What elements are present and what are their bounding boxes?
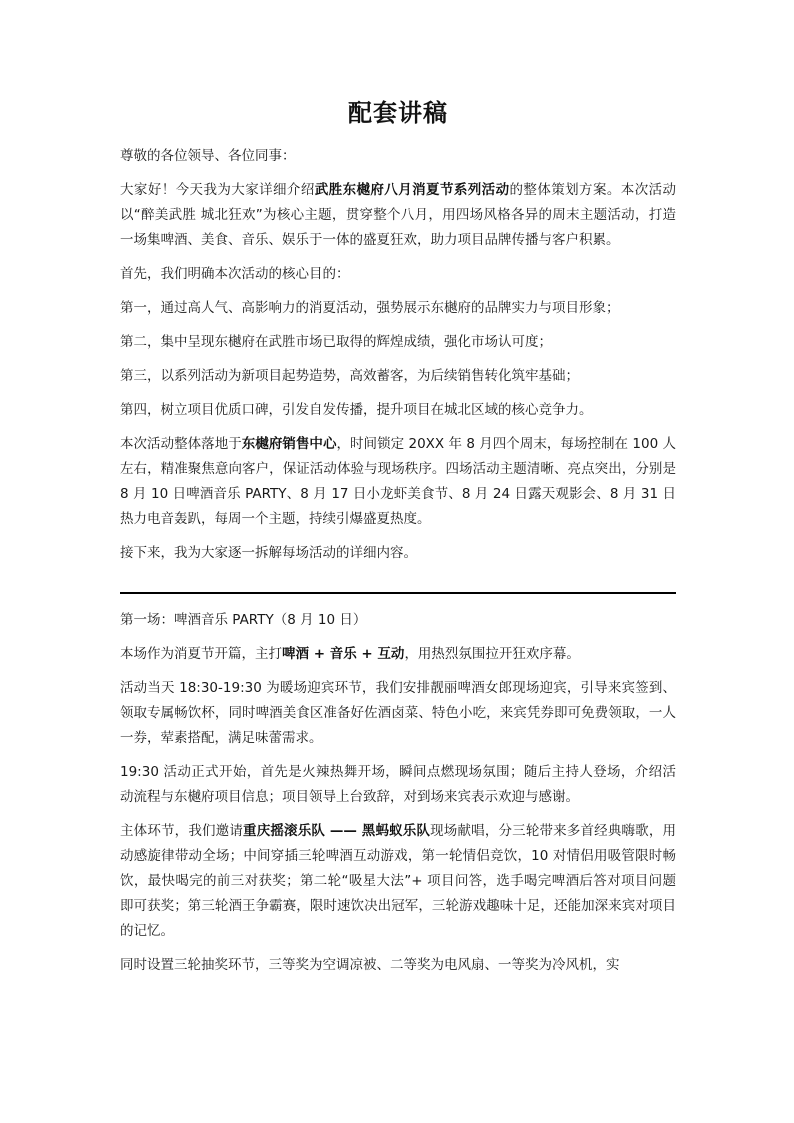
main-text-2: 现场献唱，分三轮带来多首经典嗨歌，用动感旋律带动全场；中间穿插三轮啤酒互动游戏，第一轮情侣竞饮，10 对情侣用吸管限时畅饮，最快喝完的前三对获奖；第二轮“吸星大法”+ 项目问答，选手喝完啤酒后答对项目问题即可获奖；第三轮酒王争霸赛，限时速饮决出冠军，三轮游戏趣味十足，还能加深来宾对项目的记忆。 bbox=[120, 823, 677, 939]
theme-text-2: ，用热烈氛围拉开狂欢序幕。 bbox=[404, 646, 580, 662]
theme-text-1: 本场作为消夏节开篇，主打 bbox=[120, 646, 282, 662]
session1-opening: 19:30 活动正式开始，首先是火辣热舞开场，瞬间点燃现场氛围；随后主持人登场，介绍活动流程与东樾府项目信息；项目领导上台致辞，对到场来宾表示欢迎与感谢。 bbox=[120, 764, 676, 805]
session1-theme bbox=[120, 642, 676, 667]
overview-text-2: ，时间锁定 20XX 年 8 月四个周末，每场控制在 100 人左右，精准聚焦意向客户，保证活动体验与现场秩序。四场活动主题清晰、亮点突出，分别是 8 月 10 日啤酒音乐 PARTY、8 月 17 日小龙虾美食节、8 月 24 日露天观影会、8 月 31 日热力电音轰趴，每周一个主题，持续引爆盛夏热度。 bbox=[120, 436, 676, 527]
document-title: 配套讲稿 bbox=[348, 99, 448, 127]
purpose-item: 第三，以系列活动为新项目起势造势，高效蓄客，为后续销售转化筑牢基础； bbox=[120, 368, 579, 384]
purpose-item: 第二，集中呈现东樾府在武胜市场已取得的辉煌成绩，强化市场认可度； bbox=[120, 334, 552, 350]
overview-text-1: 本次活动整体落地于 bbox=[120, 436, 242, 452]
purpose-item: 第一，通过高人气、高影响力的消夏活动，强势展示东樾府的品牌实力与项目形象； bbox=[120, 300, 620, 316]
session1-welcome: 活动当天 18:30-19:30 为暖场迎宾环节，我们安排靓丽啤酒女郎现场迎宾，引导来宾签到、领取专属畅饮杯，同时啤酒美食区准备好佐酒卤菜、特色小吃，来宾凭券即可免费领取，一人一券，荤素搭配，满足味蕾需求。 bbox=[120, 680, 676, 746]
main-text-1: 主体环节，我们邀请 bbox=[120, 823, 244, 839]
purpose-lead: 首先，我们明确本次活动的核心目的： bbox=[120, 266, 350, 282]
intro-text-1: 大家好！今天我为大家详细介绍 bbox=[120, 182, 315, 198]
document-page bbox=[120, 96, 676, 987]
section-divider bbox=[120, 592, 676, 594]
venue-highlight: 东樾府销售中心 bbox=[241, 436, 337, 452]
transition-paragraph: 接下来，我为大家逐一拆解每场活动的详细内容。 bbox=[120, 545, 417, 561]
intro-text-2: 的整体策划方案。本次活动以“醉美武胜 城北狂欢”为核心主题，贯穿整个八月，用四场风格各异的周末主题活动，打造一场集啤酒、美食、音乐、娱乐于一体的盛夏狂欢，助力项目品牌传播与客户积累。 bbox=[120, 182, 677, 248]
theme-highlight: 啤酒 + 音乐 + 互动 bbox=[282, 646, 405, 662]
purpose-item: 第四，树立项目优质口碑，引发自发传播，提升项目在城北区域的核心竞争力。 bbox=[120, 402, 593, 418]
event-name-highlight: 武胜东樾府八月消夏节系列活动 bbox=[314, 182, 510, 198]
intro-paragraph bbox=[120, 178, 676, 253]
overview-paragraph bbox=[120, 432, 676, 532]
session1-lottery: 同时设置三轮抽奖环节，三等奖为空调凉被、二等奖为电风扇、一等奖为冷风机，实 bbox=[120, 957, 620, 973]
session1-main bbox=[120, 819, 676, 944]
greeting: 尊敬的各位领导、各位同事： bbox=[120, 148, 296, 164]
band-highlight: 重庆摇滚乐队 —— 黑蚂蚁乐队 bbox=[243, 823, 431, 839]
session1-heading: 第一场：啤酒音乐 PARTY（8 月 10 日） bbox=[120, 612, 367, 628]
